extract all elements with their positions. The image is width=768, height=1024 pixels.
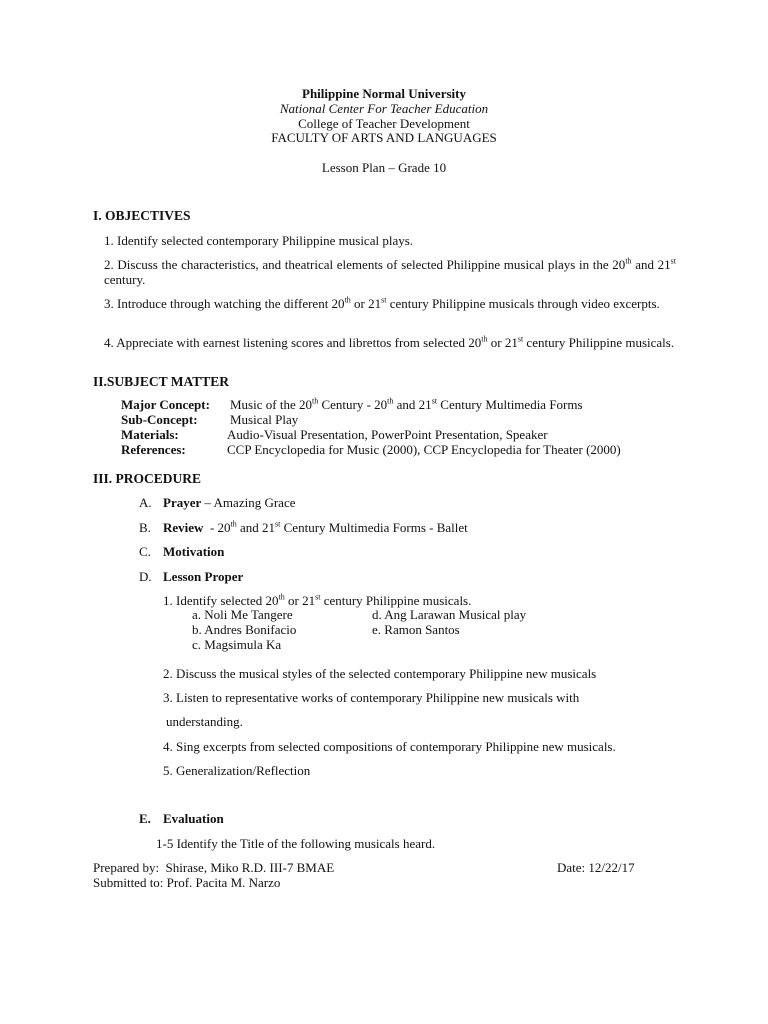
sub-concept-value: Musical Play — [230, 412, 299, 427]
procedure-review: Review - 20th and 21st Century Multimedia Forms - Ballet — [163, 519, 468, 535]
procedure-evaluation: Evaluation — [163, 811, 224, 826]
procedure-letter-d: D. — [139, 569, 152, 584]
date: Date: 12/22/17 — [557, 860, 635, 875]
objective-4: 4. Appreciate with earnest listening scores and librettos from selected 20th or 21st century Philippine musicals. — [104, 334, 675, 350]
procedure-lesson-proper: Lesson Proper — [163, 569, 244, 584]
procedure-letter-b: B. — [139, 520, 151, 535]
objective-1: 1. Identify selected contemporary Philippine musical plays. — [104, 233, 414, 248]
evaluation-text: 1-5 Identify the Title of the following musicals heard. — [156, 836, 436, 851]
procedure-heading: III. PROCEDURE — [93, 471, 202, 486]
musical-item-d: d. Ang Larawan Musical play — [372, 607, 527, 622]
procedure-letter-c: C. — [139, 544, 151, 559]
center-name: National Center For Teacher Education — [279, 101, 489, 116]
objective-2: 2. Discuss the characteristics, and theatrical elements of selected Philippine musical plays in the 20th and 21st century. — [104, 256, 676, 287]
references-label: References: — [121, 442, 186, 457]
lesson-step-5: 5. Generalization/Reflection — [163, 763, 311, 778]
lesson-step-1: 1. Identify selected 20th or 21st century Philippine musicals. — [163, 592, 472, 608]
objective-3: 3. Introduce through watching the different 20th or 21st century Philippine musicals through video excerpts. — [104, 295, 660, 311]
musical-item-a: a. Noli Me Tangere — [192, 607, 293, 622]
musical-item-b: b. Andres Bonifacio — [192, 622, 297, 637]
objectives-heading: I. OBJECTIVES — [93, 208, 191, 223]
references-value: CCP Encyclopedia for Music (2000), CCP Encyclopedia for Theater (2000) — [227, 442, 621, 457]
lesson-step-3a: 3. Listen to representative works of contemporary Philippine new musicals with — [163, 690, 580, 705]
materials-value: Audio-Visual Presentation, PowerPoint Presentation, Speaker — [227, 427, 548, 442]
procedure-prayer: Prayer – Amazing Grace — [163, 495, 296, 510]
lesson-step-3b: understanding. — [166, 714, 243, 729]
major-concept-value: Music of the 20th Century - 20th and 21st Century Multimedia Forms — [230, 396, 583, 412]
lesson-step-2: 2. Discuss the musical styles of the selected contemporary Philippine new musicals — [163, 666, 597, 681]
major-concept-label: Major Concept: — [121, 397, 210, 412]
lesson-step-4: 4. Sing excerpts from selected compositions of contemporary Philippine new musicals. — [163, 739, 616, 754]
procedure-letter-e: E. — [139, 811, 151, 826]
university-name: Philippine Normal University — [302, 86, 466, 101]
subject-matter-heading: II.SUBJECT MATTER — [93, 374, 230, 389]
musical-item-c: c. Magsimula Ka — [192, 637, 282, 652]
musical-item-e: e. Ramon Santos — [372, 622, 460, 637]
submitted-to: Submitted to: Prof. Pacita M. Narzo — [93, 875, 281, 890]
sub-concept-label: Sub-Concept: — [121, 412, 198, 427]
lesson-plan-title: Lesson Plan – Grade 10 — [321, 160, 447, 175]
faculty-name: FACULTY OF ARTS AND LANGUAGES — [271, 130, 497, 145]
procedure-letter-a: A. — [139, 495, 152, 510]
materials-label: Materials: — [121, 427, 179, 442]
prepared-by: Prepared by: Shirase, Miko R.D. III-7 BMAE — [93, 860, 335, 875]
procedure-motivation: Motivation — [163, 544, 225, 559]
college-name: College of Teacher Development — [298, 116, 470, 131]
